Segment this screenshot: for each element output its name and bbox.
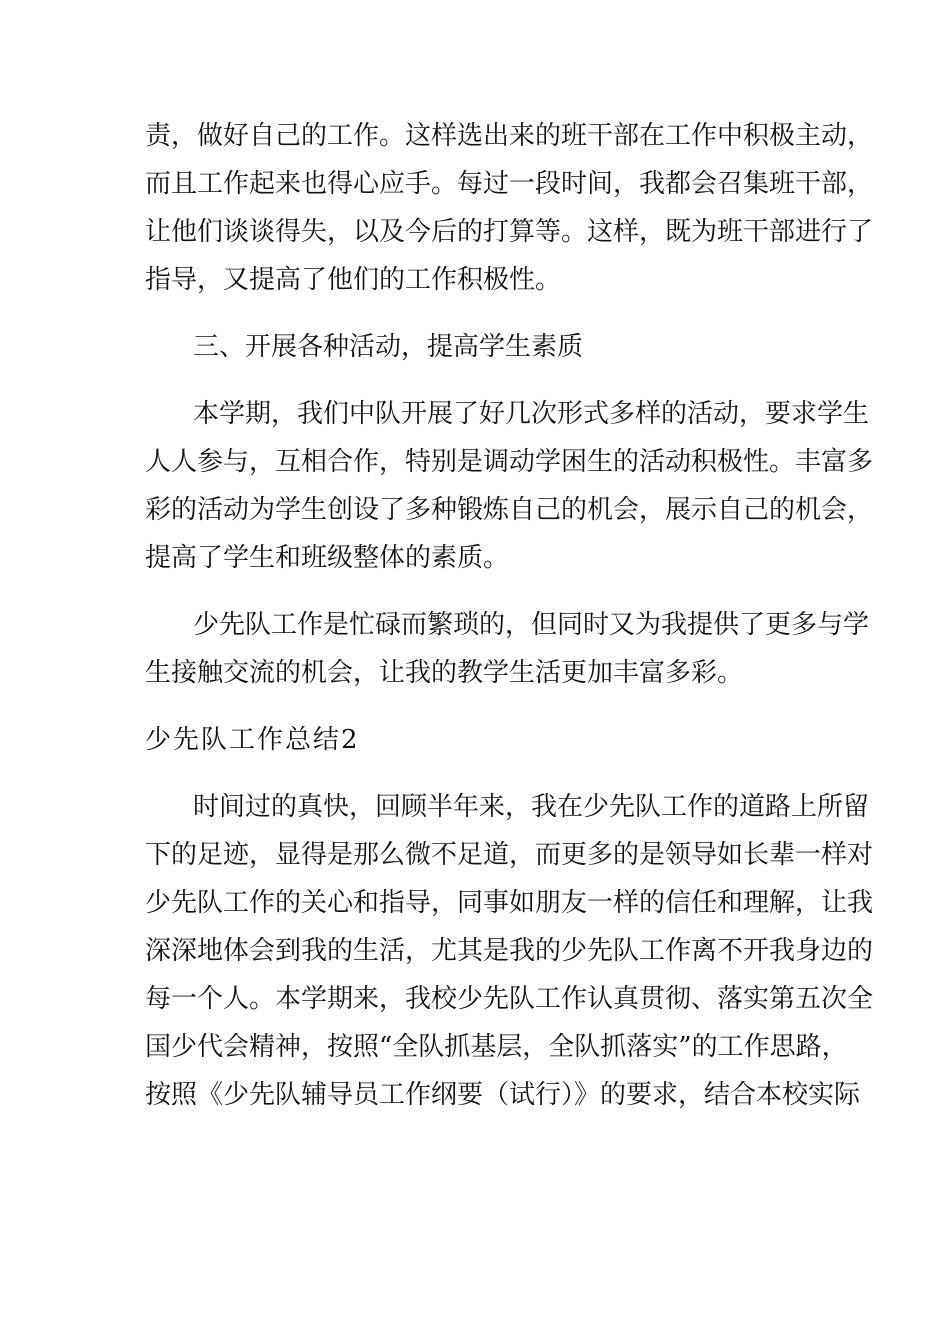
- paragraph-gap: [145, 304, 807, 323]
- text-line: 指导，又提高了他们的工作积极性。: [145, 265, 562, 295]
- text-line: 提高了学生和班级整体的素质。: [145, 543, 510, 573]
- section-heading: 少先队工作总结2: [145, 725, 360, 755]
- text-line: 而且工作起来也得心应手。每过一段时间，我都会召集班干部，: [145, 169, 874, 199]
- paragraph-summary-2: [145, 783, 874, 1119]
- text-line: 时间过的真快，回顾半年来，我在少先队工作的道路上所留: [193, 792, 870, 822]
- text-line: 少先队工作的关心和指导，同事如朋友一样的信任和理解，让我: [145, 888, 874, 918]
- subheading-text: 三、开展各种活动，提高学生素质: [193, 332, 584, 362]
- paragraph-gap: [145, 697, 807, 716]
- paragraph-activities: [145, 390, 874, 582]
- text-line: 少先队工作是忙碌而繁琐的，但同时又为我提供了更多与学: [193, 610, 870, 640]
- paragraph-conclusion: [145, 601, 870, 697]
- text-line: 本学期，我们中队开展了好几次形式多样的活动，要求学生: [193, 399, 870, 429]
- paragraph-class-cadres: [145, 112, 874, 304]
- text-line: 彩的活动为学生创设了多种锻炼自己的机会，展示自己的机会，: [145, 495, 874, 525]
- text-line: 每一个人。本学期来，我校少先队工作认真贯彻、落实第五次全: [145, 984, 874, 1014]
- paragraph-gap: [145, 371, 807, 390]
- subheading-activities: [145, 323, 807, 371]
- text-line: 国少代会精神，按照“全队抓基层，全队抓落实”的工作思路，: [145, 1032, 848, 1062]
- paragraph-gap: [145, 764, 807, 783]
- paragraph-gap: [145, 582, 807, 601]
- text-line: 责，做好自己的工作。这样选出来的班干部在工作中积极主动，: [145, 121, 874, 151]
- text-line: 按照《少先队辅导员工作纲要（试行）》的要求，结合本校实际: [145, 1080, 861, 1110]
- text-line: 生接触交流的机会，让我的教学生活更加丰富多彩。: [145, 658, 744, 688]
- text-line: 人人参与，互相合作，特别是调动学困生的活动积极性。丰富多: [145, 447, 874, 477]
- document-page: [145, 112, 874, 1119]
- text-line: 下的足迹，显得是那么微不足道，而更多的是领导如长辈一样对: [145, 840, 874, 870]
- text-line: 深深地体会到我的生活，尤其是我的少先队工作离不开我身边的: [145, 936, 874, 966]
- text-line: 让他们谈谈得失，以及今后的打算等。这样，既为班干部进行了: [145, 217, 874, 247]
